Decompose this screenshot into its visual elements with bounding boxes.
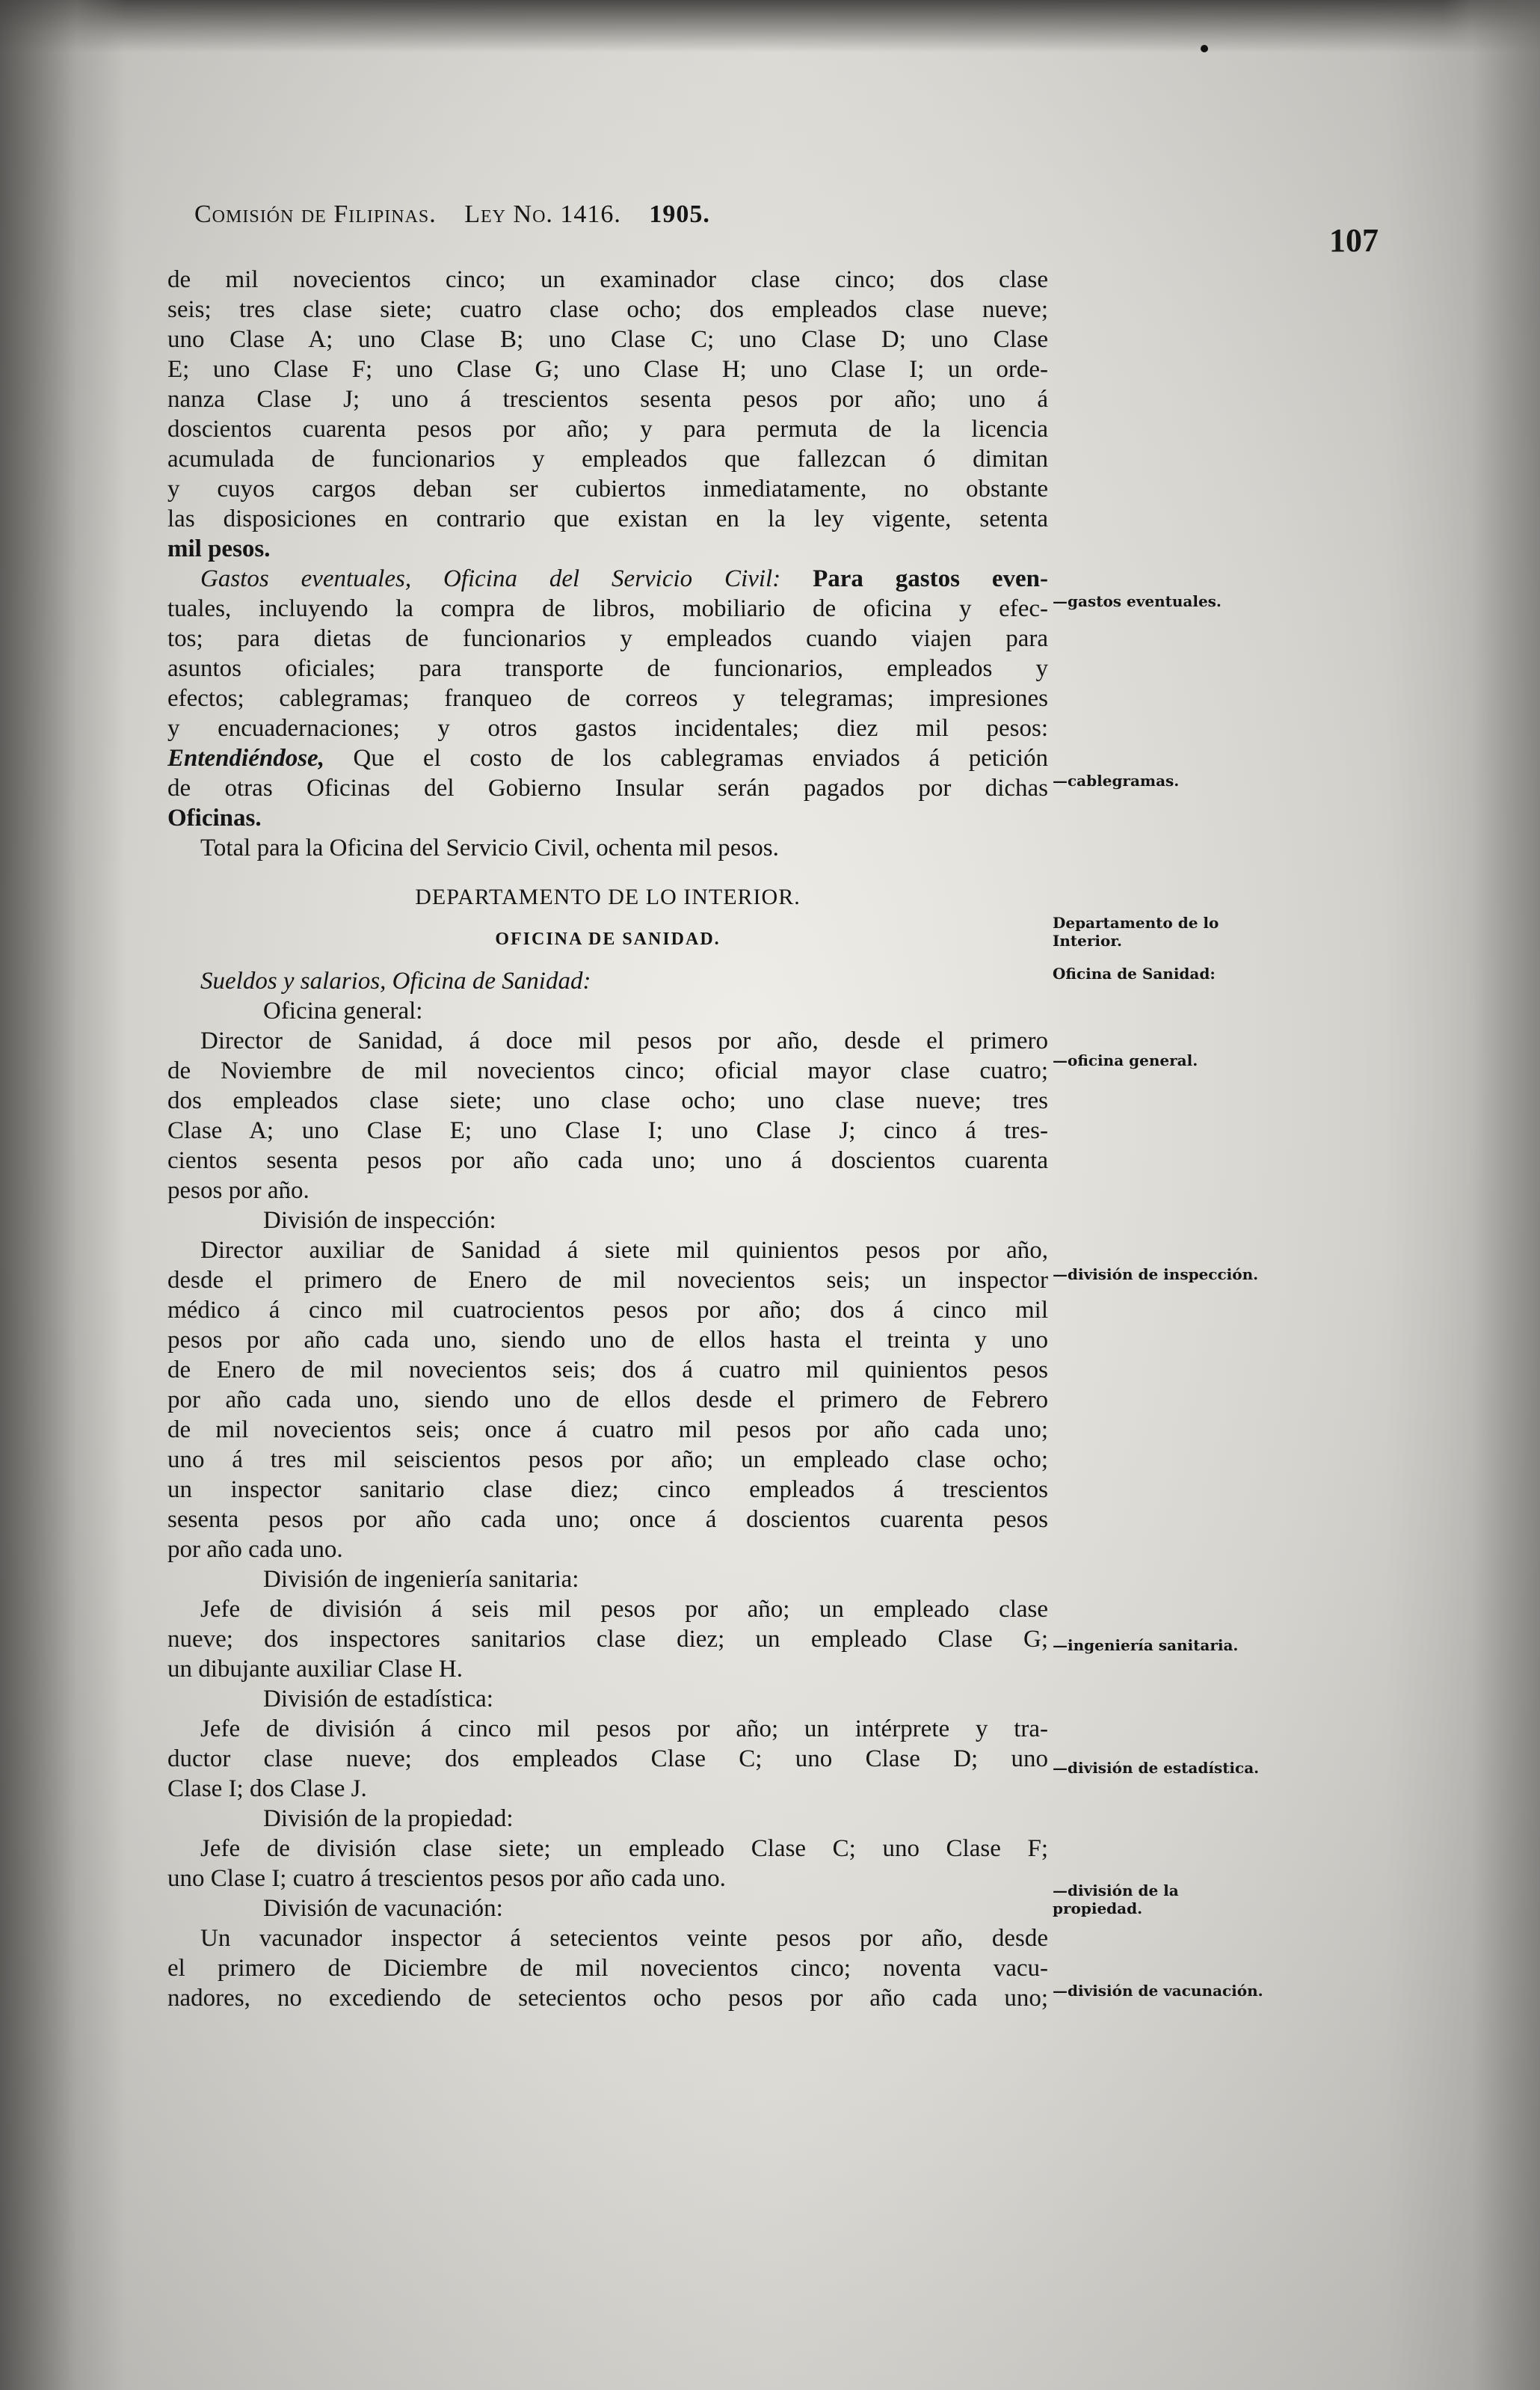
text-line: Clase I; dos Clase J. bbox=[167, 1775, 367, 1802]
office-heading: OFICINA DE SANIDAD. bbox=[495, 930, 721, 949]
text-line: Director de Sanidad, á doce mil pesos por año, desde el primero bbox=[200, 1027, 1048, 1054]
paragraph-statistics bbox=[167, 1714, 1048, 1804]
gastos-heading: Gastos eventuales, Oficina del Servicio Civil: bbox=[200, 565, 781, 592]
text-line: seis; tres clase siete; cuatro clase ocho; dos empleados clase nueve; bbox=[167, 296, 1048, 323]
text-line: las disposiciones en contrario que existan en la ley vigente, setenta bbox=[167, 506, 1048, 532]
vaccination-heading: División de vacunación: bbox=[263, 1895, 503, 1922]
text-line: de Noviembre de mil novecientos cinco; oficial mayor clase cuatro; bbox=[167, 1057, 1048, 1084]
text-line: de mil novecientos cinco; un examinador clase cinco; dos clase bbox=[167, 266, 1048, 293]
margin-note-departamento: Departamento de lo Interior. bbox=[1053, 914, 1219, 950]
entendiendose-term: Entendiéndose, bbox=[167, 745, 324, 772]
text-line: pesos por año. bbox=[167, 1177, 309, 1204]
paragraph-inspection bbox=[167, 1235, 1048, 1564]
ink-speck bbox=[1201, 45, 1208, 52]
text-line: tuales, incluyendo la compra de libros, mobiliario de oficina y efec- bbox=[167, 595, 1048, 622]
text-line: E; uno Clase F; uno Clase G; uno Clase H; uno Clase I; un orde- bbox=[167, 356, 1048, 383]
text-line: desde el primero de Enero de mil novecientos seis; un inspector bbox=[167, 1267, 1048, 1294]
margin-note-propiedad: —división de la propiedad. bbox=[1053, 1881, 1179, 1917]
entendiendose-text: Que el costo de los cablegramas enviados á petición bbox=[324, 745, 1048, 772]
text-line bbox=[167, 743, 1048, 773]
text-line: pesos por año cada uno, siendo uno de ellos hasta el treinta y uno bbox=[167, 1327, 1048, 1354]
total-line: Total para la Oficina del Servicio Civil, ochenta mil pesos. bbox=[200, 835, 779, 861]
text-line: efectos; cablegramas; franqueo de correos y telegramas; impresiones bbox=[167, 685, 1048, 712]
text-line: doscientos cuarenta pesos por año; y para permuta de la licencia bbox=[167, 416, 1048, 443]
header-year: 1905. bbox=[649, 200, 710, 228]
paragraph-general bbox=[167, 1026, 1048, 1205]
paragraph-property bbox=[167, 1834, 1048, 1893]
text-line: asuntos oficiales; para transporte de funcionarios, empleados y bbox=[167, 655, 1048, 682]
text-line: Un vacunador inspector á setecientos veinte pesos por año, desde bbox=[200, 1925, 1048, 1952]
text-line: por año cada uno, siendo uno de ellos desde el primero de Febrero bbox=[167, 1386, 1048, 1413]
text-line: Jefe de división á cinco mil pesos por año; un intérprete y tra- bbox=[200, 1715, 1048, 1742]
scan-top-shadow bbox=[0, 0, 1540, 52]
margin-note-ingenieria: —ingeniería sanitaria. bbox=[1053, 1636, 1239, 1654]
margin-note-general: —oficina general. bbox=[1053, 1051, 1198, 1069]
text-line: ductor clase nueve; dos empleados Clase C; uno Clase D; uno bbox=[167, 1745, 1048, 1772]
paragraph-gastos bbox=[167, 564, 1048, 833]
text-line: nadores, no excediendo de setecientos ocho pesos por año cada uno; bbox=[167, 1985, 1048, 2012]
engineering-heading: División de ingeniería sanitaria: bbox=[263, 1566, 579, 1593]
text-line: dos empleados clase siete; uno clase ocho; uno clase nueve; tres bbox=[167, 1087, 1048, 1114]
running-header bbox=[194, 200, 1241, 245]
text-line: de Enero de mil novecientos seis; dos á cuatro mil quinientos pesos bbox=[167, 1357, 1048, 1383]
text-line: un dibujante auxiliar Clase H. bbox=[167, 1656, 463, 1683]
margin-note-cablegramas: —cablegramas. bbox=[1053, 772, 1180, 790]
general-heading: Oficina general: bbox=[263, 998, 423, 1024]
text-line: uno Clase I; cuatro á trescientos pesos por año cada uno. bbox=[167, 1865, 726, 1892]
page-number: 107 bbox=[1329, 222, 1379, 259]
text-line: Clase A; uno Clase E; uno Clase I; uno Clase J; cinco á tres- bbox=[167, 1117, 1048, 1144]
scan-right-shadow bbox=[1443, 0, 1540, 2390]
text-line: de otras Oficinas del Gobierno Insular serán pagados por dichas bbox=[167, 775, 1048, 802]
paragraph-salaries-end bbox=[167, 265, 1048, 564]
margin-note-estadistica: —división de estadística. bbox=[1053, 1759, 1260, 1777]
text-line: el primero de Diciembre de mil novecientos cinco; noventa vacu- bbox=[167, 1955, 1048, 1982]
text-line: por año cada uno. bbox=[167, 1536, 343, 1563]
text-line: Jefe de división á seis mil pesos por año; un empleado clase bbox=[200, 1596, 1048, 1623]
header-commission: Comisión de Filipinas. bbox=[194, 200, 437, 228]
text-line: de mil novecientos seis; once á cuatro mil pesos por año cada uno; bbox=[167, 1416, 1048, 1443]
scan-left-shadow bbox=[0, 0, 127, 2390]
paragraph-engineering bbox=[167, 1594, 1048, 1684]
inspection-heading: División de inspección: bbox=[263, 1207, 496, 1234]
text-line: y encuadernaciones; y otros gastos incidentales; diez mil pesos: bbox=[167, 715, 1048, 742]
main-text bbox=[167, 265, 1048, 2013]
margin-note-vacunacion: —división de vacunación. bbox=[1053, 1982, 1263, 2000]
margin-note-inspeccion: —división de inspección. bbox=[1053, 1265, 1259, 1283]
text-line: Director auxiliar de Sanidad á siete mil quinientos pesos por año, bbox=[200, 1237, 1048, 1264]
text-line: Jefe de división clase siete; un empleado Clase C; uno Clase F; bbox=[200, 1835, 1048, 1862]
text-line: sesenta pesos por año cada uno; once á doscientos cuarenta pesos bbox=[167, 1506, 1048, 1533]
text-line: mil pesos. bbox=[167, 535, 271, 562]
text-line: Oficinas. bbox=[167, 805, 262, 832]
paragraph-vaccination bbox=[167, 1923, 1048, 2013]
text-line: acumulada de funcionarios y empleados que fallezcan ó dimitan bbox=[167, 446, 1048, 473]
gastos-first-line: Para gastos even- bbox=[780, 565, 1048, 592]
text-line: uno á tres mil seiscientos pesos por año; un empleado clase ocho; bbox=[167, 1446, 1048, 1473]
statistics-heading: División de estadística: bbox=[263, 1686, 493, 1712]
header-law: Ley No. 1416. bbox=[464, 200, 621, 228]
text-line: médico á cinco mil cuatrocientos pesos por año; dos á cinco mil bbox=[167, 1297, 1048, 1324]
text-line: un inspector sanitario clase diez; cinco empleados á trescientos bbox=[167, 1476, 1048, 1503]
text-line: uno Clase A; uno Clase B; uno Clase C; uno Clase D; uno Clase bbox=[167, 326, 1048, 353]
text-line bbox=[167, 564, 1048, 594]
text-line: cientos sesenta pesos por año cada uno; uno á doscientos cuarenta bbox=[167, 1147, 1048, 1174]
text-line: tos; para dietas de funcionarios y empleados cuando viajen para bbox=[167, 625, 1048, 652]
text-line: nanza Clase J; uno á trescientos sesenta pesos por año; uno á bbox=[167, 386, 1048, 413]
salaries-heading: Sueldos y salarios, Oficina de Sanidad: bbox=[200, 968, 591, 995]
property-heading: División de la propiedad: bbox=[263, 1805, 514, 1832]
margin-note-gastos: —gastos eventuales. bbox=[1053, 592, 1222, 610]
margin-note-sanidad: Oficina de Sanidad: bbox=[1053, 965, 1216, 983]
text-line: y cuyos cargos deban ser cubiertos inmediatamente, no obstante bbox=[167, 476, 1048, 503]
department-heading: DEPARTAMENTO DE LO INTERIOR. bbox=[415, 885, 801, 909]
text-line: nueve; dos inspectores sanitarios clase diez; un empleado Clase G; bbox=[167, 1626, 1048, 1653]
